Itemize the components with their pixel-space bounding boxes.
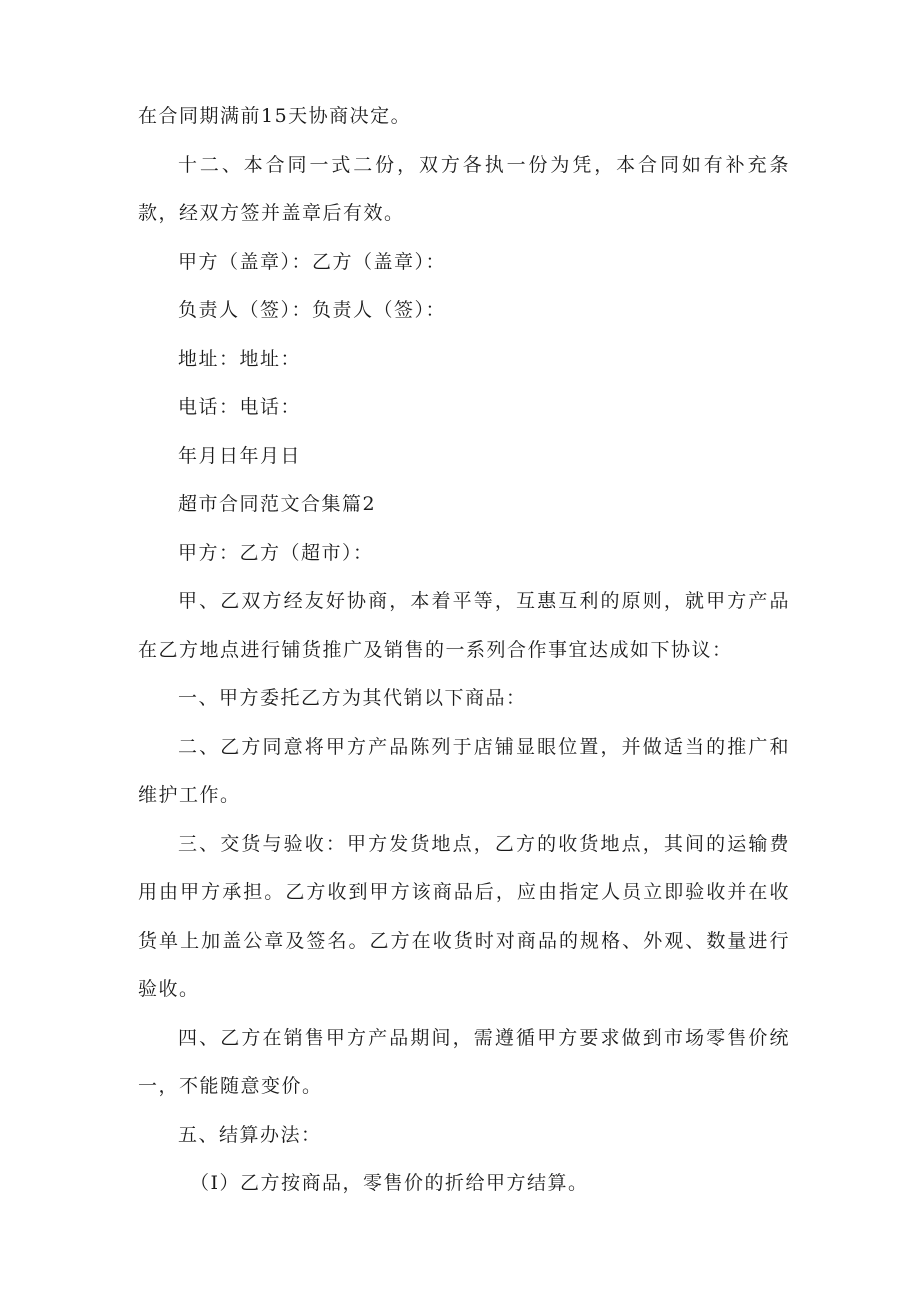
paragraph-clause-4: 四、乙方在销售甲方产品期间，需遵循甲方要求做到市场零售价统一，不能随意变价。: [138, 1026, 790, 1097]
paragraph-clause-5: 五、结算办法：: [178, 1123, 322, 1146]
paragraph-clause-3: 三、交货与验收：甲方发货地点，乙方的收货地点，其间的运输费用由甲方承担。乙方收到甲方该商品后，应由指定人员立即验收并在收货单上加盖公章及签名。乙方在收货时对商品的规格、外观、数量进行验收。: [138, 832, 790, 1000]
paragraph-clause-12: 十二、本合同一式二份，双方各执一份为凭，本合同如有补充条款，经双方签并盖章后有效。: [138, 153, 790, 224]
paragraph-contract-term: 在合同期满前15天协商决定。: [138, 105, 412, 127]
section-heading: 超市合同范文合集篇2: [178, 493, 377, 515]
paragraph-clause-2: 二、乙方同意将甲方产品陈列于店铺显眼位置，并做适当的推广和维护工作。: [138, 735, 790, 806]
paragraph-responsible-signatures: 负责人（签）：负责人（签）：: [178, 299, 447, 321]
paragraph-address: 地址：地址：: [178, 347, 302, 370]
paragraph-party-seals: 甲方（盖章）：乙方（盖章）：: [178, 250, 447, 273]
paragraph-date: 年月日年月日: [178, 444, 302, 467]
document-body: [138, 92, 790, 1208]
paragraph-clause-5-item-1: （I）乙方按商品，零售价的折给甲方结算。: [190, 1172, 589, 1194]
paragraph-clause-1: 一、甲方委托乙方为其代销以下商品：: [178, 687, 527, 709]
paragraph-phone: 电话：电话：: [178, 396, 302, 418]
paragraph-parties: 甲方：乙方（超市）：: [178, 541, 374, 564]
paragraph-preamble: 甲、乙双方经友好协商，本着平等，互惠互利的原则，就甲方产品在乙方地点进行铺货推广及销售的一系列合作事宜达成如下协议：: [138, 590, 790, 661]
